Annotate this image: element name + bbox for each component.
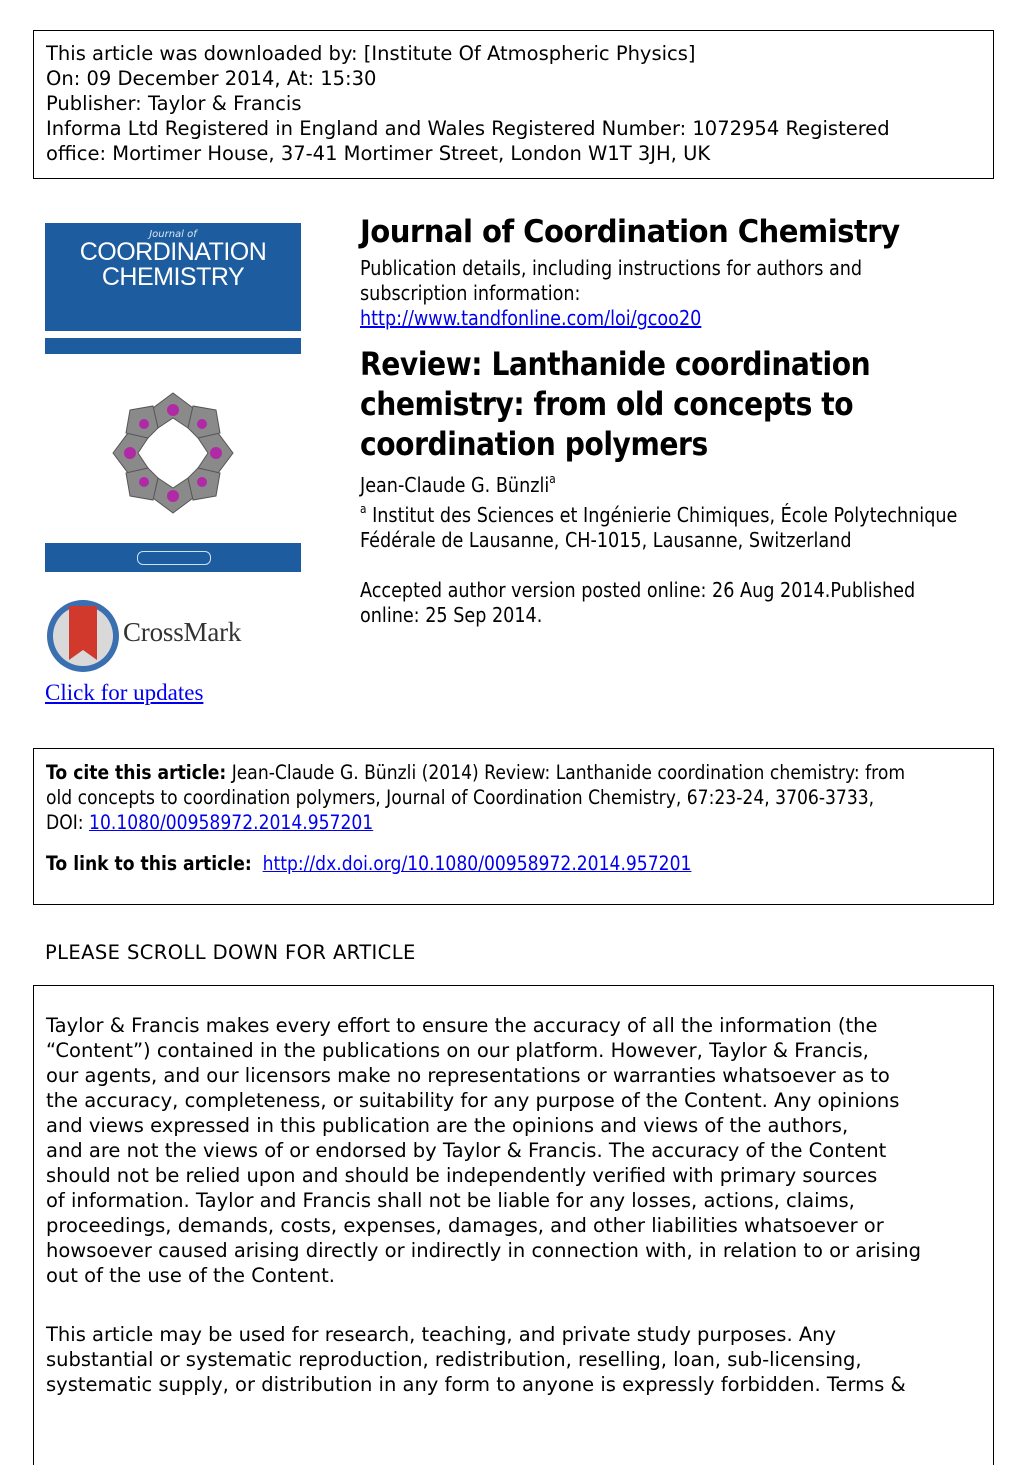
link-label: To link to this article:: [46, 852, 252, 875]
affil-marker: a: [360, 502, 367, 516]
disclaimer-line: and are not the views of or endorsed by Taylor & Francis. The accuracy of the Content: [46, 1139, 887, 1162]
journal-url-link[interactable]: http://www.tandfonline.com/loi/gcoo20: [360, 306, 702, 330]
download-info-line: Informa Ltd Registered in England and Wales Registered Number: 1072954 Registered: [46, 117, 890, 140]
cover-publisher-strip: [45, 543, 301, 572]
cover-journal-of: Journal of: [149, 229, 197, 240]
doi-link[interactable]: 10.1080/00958972.2014.957201: [89, 811, 374, 834]
article-title: Review: Lanthanide coordination chemistry: from old concepts to coordination polymers: [360, 345, 871, 463]
cover-banner: [45, 223, 301, 331]
accepted-line: Accepted author version posted online: 26 Aug 2014.Published: [360, 578, 916, 602]
disclaimer-line: the accuracy, completeness, or suitability for any purpose of the Content. Any opinions: [46, 1089, 900, 1112]
disclaimer-line: proceedings, demands, costs, expenses, damages, and other liabilities whatsoever or: [46, 1214, 884, 1237]
download-info-box: [33, 30, 994, 179]
crossmark-label: CrossMark: [123, 617, 242, 647]
journal-title: Journal of Coordination Chemistry: [360, 214, 900, 250]
cite-label: To cite this article:: [46, 761, 227, 784]
disclaimer-box: [33, 985, 994, 1465]
disclaimer-line: our agents, and our licensors make no representations or warranties whatsoever as to: [46, 1064, 890, 1087]
author-affil-marker: a: [549, 472, 556, 486]
publication-details-line: subscription information:: [360, 281, 581, 305]
cite-text: Jean-Claude G. Bünzli (2014) Review: Lanthanide coordination chemistry: from: [231, 761, 906, 784]
crossmark-icon: [45, 598, 121, 674]
disclaimer-line: howsoever caused arising directly or indirectly in connection with, in relation to or arising: [46, 1239, 921, 1262]
cite-text: old concepts to coordination polymers, Journal of Coordination Chemistry, 67:23-24, 3706-3733,: [46, 786, 875, 809]
download-info-line: Publisher: Taylor & Francis: [46, 92, 302, 115]
molecular-structure-icon: [108, 388, 238, 518]
cover-top-strip: [45, 208, 301, 223]
crossmark-badge[interactable]: [45, 598, 260, 674]
publication-details: [360, 256, 1000, 331]
disclaimer-line: “Content”) contained in the publications on our platform. However, Taylor & Francis,: [46, 1039, 869, 1062]
cover-title-line2: CHEMISTRY: [101, 263, 245, 291]
cover-title-line1: COORDINATION: [79, 238, 267, 266]
disclaimer-line: substantial or systematic reproduction, redistribution, reselling, loan, sub-licensing,: [46, 1348, 862, 1371]
author-name: Jean-Claude G. Bünzli: [360, 473, 550, 497]
disclaimer-line: out of the use of the Content.: [46, 1264, 335, 1287]
download-info-line: On: 09 December 2014, At: 15:30: [46, 67, 377, 90]
scroll-down-note: PLEASE SCROLL DOWN FOR ARTICLE: [45, 941, 416, 964]
author: [360, 473, 556, 498]
journal-cover-image: [45, 208, 301, 572]
disclaimer-line: Taylor & Francis makes every effort to ensure the accuracy of all the information (the: [46, 1014, 878, 1037]
cover-subtitle-strip: [45, 338, 301, 354]
download-info-line: This article was downloaded by: [Institute Of Atmospheric Physics]: [46, 42, 696, 65]
click-for-updates-link[interactable]: Click for updates: [45, 680, 204, 705]
affiliation: [360, 503, 994, 553]
doi-prefix: DOI:: [46, 811, 84, 834]
disclaimer-line: This article may be used for research, teaching, and private study purposes. Any: [46, 1323, 837, 1346]
publication-dates: [360, 578, 958, 628]
disclaimer-line: of information. Taylor and Francis shall not be liable for any losses, actions, claims,: [46, 1189, 855, 1212]
disclaimer-line: and views expressed in this publication are the opinions and views of the authors,: [46, 1114, 849, 1137]
disclaimer-line: should not be relied upon and should be independently verified with primary sources: [46, 1164, 878, 1187]
publisher-logo-icon: [137, 551, 211, 565]
affiliation-text: Institut des Sciences et Ingénierie Chimiques, École Polytechnique Fédérale de Lausanne, CH-1015, Lausanne, Switzerland: [360, 503, 958, 552]
disclaimer-line: systematic supply, or distribution in any form to anyone is expressly forbidden. Terms &: [46, 1373, 906, 1396]
citation-box: [33, 748, 994, 905]
published-line: online: 25 Sep 2014.: [360, 603, 543, 627]
article-url-link[interactable]: http://dx.doi.org/10.1080/00958972.2014.957201: [262, 852, 692, 875]
publication-details-line: Publication details, including instructions for authors and: [360, 256, 863, 280]
download-info-line: office: Mortimer House, 37-41 Mortimer Street, London W1T 3JH, UK: [46, 142, 711, 165]
